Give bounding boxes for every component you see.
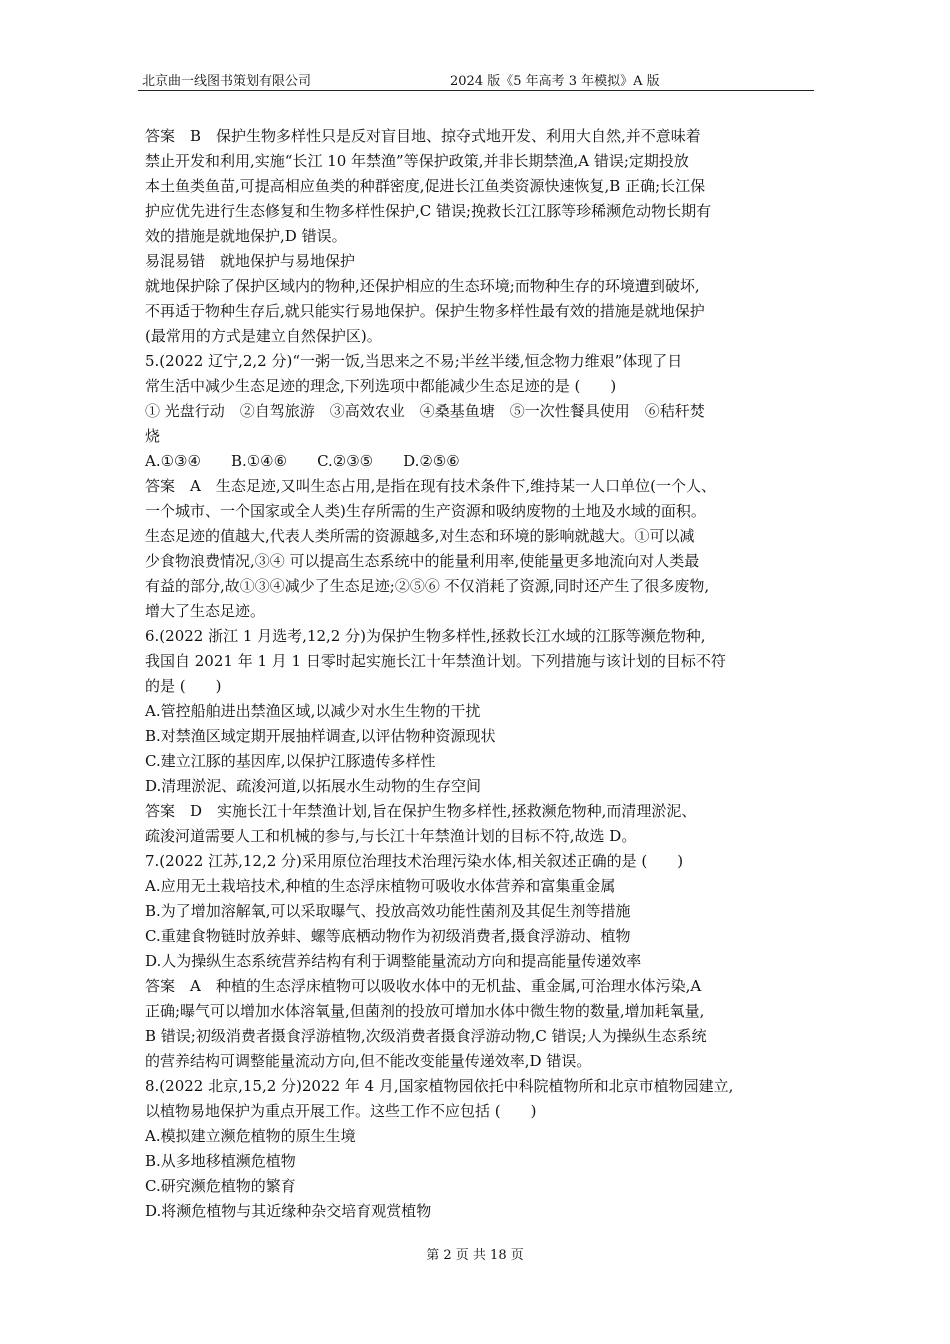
text-line: 7.(2022 江苏,12,2 分)采用原位治理技术治理污染水体,相关叙述正确的是 ( ) — [145, 852, 684, 870]
text-line: ① 光盘行动 ②自驾旅游 ③高效农业 ④桑基鱼塘 ⑤一次性餐具使用 ⑥秸秆焚 — [145, 402, 705, 420]
text-line: 增大了生态足迹。 — [145, 602, 266, 620]
text-line: D.将濒危植物与其近缘种杂交培育观赏植物 — [145, 1202, 432, 1220]
text-line: 6.(2022 浙江 1 月选考,12,2 分)为保护生物多样性,拯救长江水域的江豚等濒危物种, — [145, 627, 706, 645]
text-line: 疏浚河道需要人工和机械的参与,与长江十年禁渔计划的目标不符,故选 D。 — [145, 827, 637, 845]
text-line: 的是 ( ) — [145, 677, 222, 695]
text-line: 易混易错 就地保护与易地保护 — [145, 252, 356, 270]
text-line: 正确;曝气可以增加水体溶氧量,但菌剂的投放可增加水体中微生物的数量,增加耗氧量, — [145, 1002, 705, 1020]
text-line: 常生活中减少生态足迹的理念,下列选项中都能减少生态足迹的是 ( ) — [145, 377, 617, 395]
text-line: 效的措施是就地保护,D 错误。 — [145, 227, 347, 245]
text-line: A.应用无土栽培技术,种植的生态浮床植物可吸收水体营养和富集重金属 — [145, 877, 616, 895]
text-line: 的营养结构可调整能量流动方向,但不能改变能量传递效率,D 错误。 — [145, 1052, 592, 1070]
text-line: 有益的部分,故①③④减少了生态足迹;②⑤⑥ 不仅消耗了资源,同时还产生了很多废物, — [145, 577, 710, 595]
text-line: 我国自 2021 年 1 月 1 日零时起实施长江十年禁渔计划。下列措施与该计划的目标不符 — [145, 652, 726, 670]
text-line: B.为了增加溶解氧,可以采取曝气、投放高效功能性菌剂及其促生剂等措施 — [145, 902, 631, 920]
text-line: 答案 A 种植的生态浮床植物可以吸收水体中的无机盐、重金属,可治理水体污染,A — [145, 977, 702, 995]
text-line: 不再适于物种生存后,就只能实行易地保护。保护生物多样性最有效的措施是就地保护 — [145, 302, 705, 320]
page-footer: 第 2 页 共 18 页 — [426, 1248, 524, 1263]
text-line: D.人为操纵生态系统营养结构有利于调整能量流动方向和提高能量传递效率 — [145, 952, 642, 970]
text-line: 烧 — [145, 427, 161, 445]
document-body — [145, 124, 817, 1224]
text-line: 护应优先进行生态修复和生物多样性保护,C 错误;挽救长江江豚等珍稀濒危动物长期有 — [145, 202, 712, 220]
header-company: 北京曲一线图书策划有限公司 — [142, 74, 312, 89]
text-line: 禁止开发和利用,实施“长江 10 年禁渔”等保护政策,并非长期禁渔,A 错误;定期投放 — [145, 152, 689, 170]
text-line: C.研究濒危植物的繁育 — [145, 1177, 296, 1195]
text-line: A.管控船舶进出禁渔区域,以减少对水生生物的干扰 — [145, 702, 481, 720]
text-line: A.①③④ B.①④⑥ C.②③⑤ D.②⑤⑥ — [145, 452, 460, 470]
header-edition: 2024 版《5 年高考 3 年模拟》A 版 — [450, 74, 660, 89]
text-line: B.对禁渔区域定期开展抽样调查,以评估物种资源现状 — [145, 727, 496, 745]
text-line: C.重建食物链时放养蚌、螺等底栖动物作为初级消费者,摄食浮游动、植物 — [145, 927, 631, 945]
text-line: 本土鱼类鱼苗,可提高相应鱼类的种群密度,促进长江鱼类资源快速恢复,B 正确;长江保 — [145, 177, 706, 195]
text-line: 5.(2022 辽宁,2,2 分)“一粥一饭,当思来之不易;半丝半缕,恒念物力维艰”体现了日 — [145, 352, 683, 370]
text-line: B.从多地移植濒危植物 — [145, 1152, 296, 1170]
text-line: 一个城市、一个国家或全人类)生存所需的生产资源和吸纳废物的土地及水域的面积。 — [145, 502, 706, 520]
text-line: 答案 D 实施长江十年禁渔计划,旨在保护生物多样性,拯救濒危物种,而清理淤泥、 — [145, 802, 697, 820]
text-line: 就地保护除了保护区域内的物种,还保护相应的生态环境;而物种生存的环境遭到破坏, — [145, 277, 700, 295]
text-line: D.清理淤泥、疏浚河道,以拓展水生动物的生存空间 — [145, 777, 482, 795]
text-line: B 错误;初级消费者摄食浮游植物,次级消费者摄食浮游动物,C 错误;人为操纵生态系统 — [145, 1027, 707, 1045]
text-line: (最常用的方式是建立自然保护区)。 — [145, 327, 382, 345]
text-line: 生态足迹的值越大,代表人类所需的资源越多,对生态和环境的影响就越大。①可以减 — [145, 527, 695, 545]
text-line: A.模拟建立濒危植物的原生生境 — [145, 1127, 356, 1145]
page-header — [138, 68, 814, 91]
text-line: 8.(2022 北京,15,2 分)2022 年 4 月,国家植物园依托中科院植物所和北京市植物园建立, — [145, 1077, 734, 1095]
text-line: 答案 B 保护生物多样性只是反对盲目地、掠夺式地开发、利用大自然,并不意味着 — [145, 127, 701, 145]
text-line: 少食物浪费情况,③④ 可以提高生态系统中的能量利用率,使能量更多地流向对人类最 — [145, 552, 700, 570]
text-line: C.建立江豚的基因库,以保护江豚遗传多样性 — [145, 752, 436, 770]
text-line: 答案 A 生态足迹,又叫生态占用,是指在现有技术条件下,维持某一人口单位(一个人、 — [145, 477, 716, 495]
text-line: 以植物易地保护为重点开展工作。这些工作不应包括 ( ) — [145, 1102, 537, 1120]
